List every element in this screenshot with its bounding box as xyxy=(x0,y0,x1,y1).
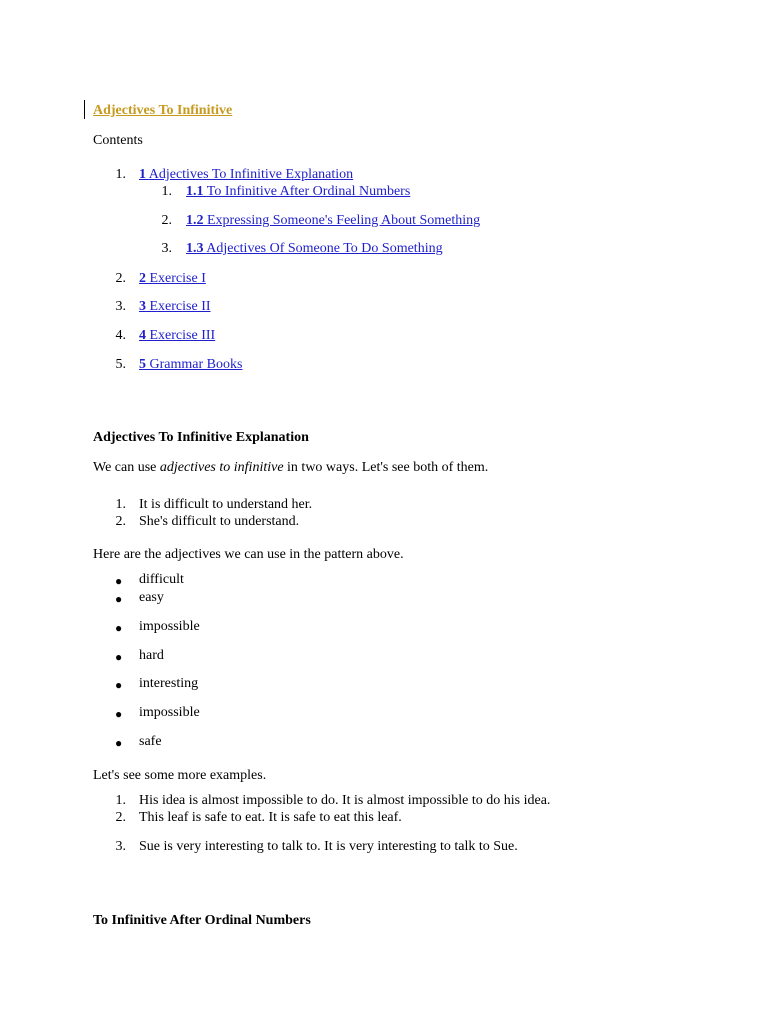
list-marker: 2. xyxy=(115,514,126,529)
example-item: His idea is almost impossible to do. It is almost impossible to do his idea. xyxy=(139,793,551,808)
list-item: She's difficult to understand. xyxy=(139,514,300,529)
document-title[interactable]: Adjectives To Infinitive xyxy=(93,103,233,118)
examples-intro: Let's see some more examples. xyxy=(93,768,267,783)
adjective-item: hard xyxy=(139,648,164,663)
toc-marker: 2. xyxy=(115,271,126,286)
adjective-item: interesting xyxy=(139,676,199,691)
adjectives-intro: Here are the adjectives we can use in the pattern above. xyxy=(93,547,404,562)
toc-marker: 3. xyxy=(161,241,172,256)
list-item: It is difficult to understand her. xyxy=(139,497,313,512)
toc-link-4[interactable]: 4 Exercise III xyxy=(139,328,216,343)
toc-marker: 1. xyxy=(115,167,126,182)
bullet: ● xyxy=(115,707,123,721)
adjective-item: difficult xyxy=(139,572,184,587)
example-item: Sue is very interesting to talk to. It is very interesting to talk to Sue. xyxy=(139,839,518,854)
toc-link-5[interactable]: 5 Grammar Books xyxy=(139,357,243,372)
bullet: ● xyxy=(115,736,123,750)
bullet: ● xyxy=(115,574,123,588)
bullet: ● xyxy=(115,650,123,664)
toc-link-3[interactable]: 3 Exercise II xyxy=(139,299,211,314)
list-marker: 1. xyxy=(115,497,126,512)
adjective-item: easy xyxy=(139,590,164,605)
toc-marker: 4. xyxy=(115,328,126,343)
toc-marker: 2. xyxy=(161,213,172,228)
section-heading: Adjectives To Infinitive Explanation xyxy=(93,430,309,445)
list-marker: 3. xyxy=(115,839,126,854)
toc-link-1-3[interactable]: 1.3 Adjectives Of Someone To Do Something xyxy=(186,241,443,256)
toc-marker: 3. xyxy=(115,299,126,314)
bullet: ● xyxy=(115,592,123,606)
bullet: ● xyxy=(115,621,123,635)
list-marker: 2. xyxy=(115,810,126,825)
bullet: ● xyxy=(115,678,123,692)
adjective-item: impossible xyxy=(139,619,200,634)
toc-link-1-1[interactable]: 1.1 To Infinitive After Ordinal Numbers xyxy=(186,184,411,199)
intro-paragraph: We can use adjectives to infinitive in two ways. Let's see both of them. xyxy=(93,460,489,475)
toc-marker: 1. xyxy=(161,184,172,199)
toc-marker: 5. xyxy=(115,357,126,372)
section-heading: To Infinitive After Ordinal Numbers xyxy=(93,913,311,928)
text-cursor xyxy=(84,100,85,119)
toc-link-1[interactable]: 1 Adjectives To Infinitive Explanation xyxy=(139,167,354,182)
example-item: This leaf is safe to eat. It is safe to eat this leaf. xyxy=(139,810,402,825)
adjective-item: safe xyxy=(139,734,162,749)
contents-label: Contents xyxy=(93,133,143,148)
toc-link-2[interactable]: 2 Exercise I xyxy=(139,271,206,286)
list-marker: 1. xyxy=(115,793,126,808)
toc-link-1-2[interactable]: 1.2 Expressing Someone's Feeling About Something xyxy=(186,213,481,228)
adjective-item: impossible xyxy=(139,705,200,720)
